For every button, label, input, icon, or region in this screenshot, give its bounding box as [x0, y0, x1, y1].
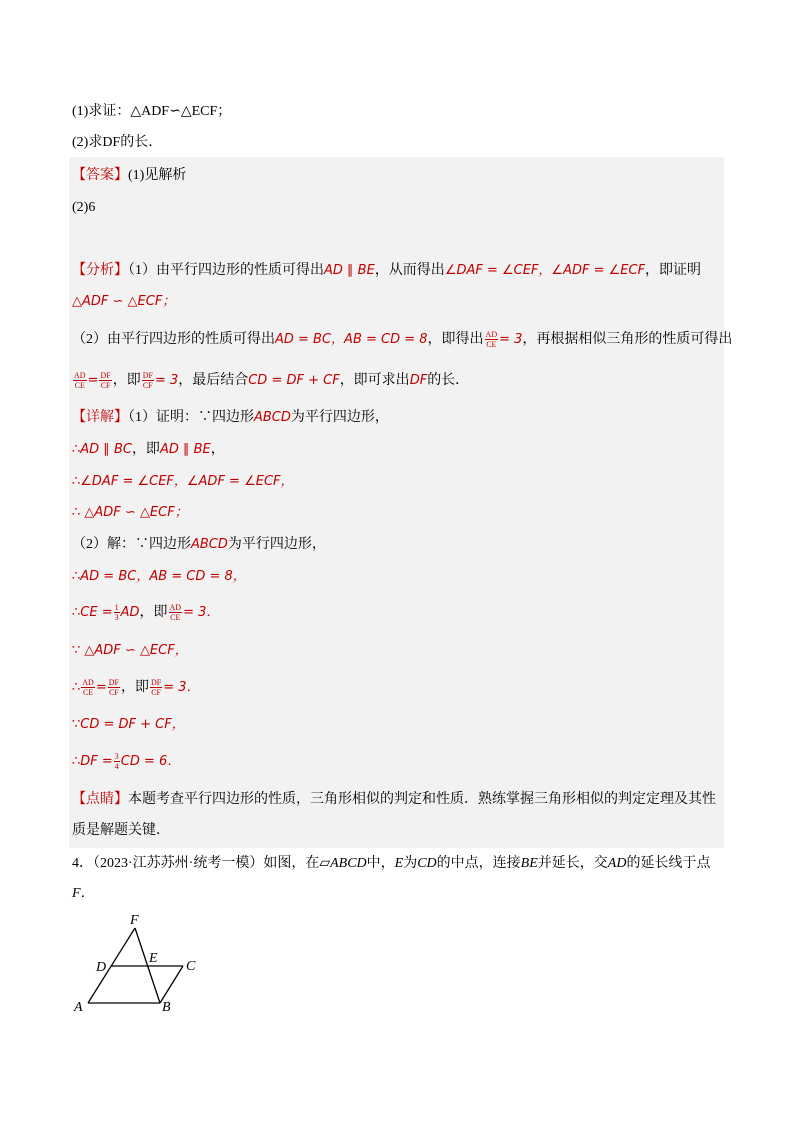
- fraction-denominator: CE: [486, 340, 497, 350]
- answer-label: 【答案】: [72, 168, 128, 183]
- fraction-numerator: DF: [100, 371, 111, 381]
- fraction: [81, 678, 95, 697]
- detail-text: ，即: [120, 680, 149, 695]
- detail-text: 为平行四边形，: [290, 410, 389, 425]
- fraction: [114, 603, 120, 622]
- analysis-text: ，即得出: [427, 332, 484, 347]
- fraction: [108, 678, 120, 697]
- math-expr: ∵ △ADF ∽ △ECF，: [72, 643, 188, 658]
- fraction-denominator: 3: [114, 613, 119, 623]
- fraction-denominator: CF: [100, 381, 111, 391]
- fraction-numerator: AD: [485, 330, 498, 340]
- label-F: F: [130, 913, 139, 928]
- label-D: D: [96, 960, 107, 975]
- problem-4-line-1: [72, 854, 710, 874]
- math-expr: ∴: [72, 680, 81, 695]
- detail-line-7: [72, 603, 219, 623]
- analysis-line-2: [72, 292, 175, 312]
- math-expr: E: [394, 856, 404, 871]
- detail-line-9: [72, 678, 200, 698]
- answer-text-1: (1)见解析: [128, 168, 187, 183]
- math-expr: AD: [607, 856, 627, 871]
- detail-line-11: [72, 752, 180, 772]
- fraction-numerator: AD: [82, 678, 94, 688]
- math-expr: AD ∥ BE: [324, 263, 375, 278]
- fraction-numerator: 3: [114, 752, 119, 762]
- analysis-line-4: [72, 371, 469, 391]
- fraction-numerator: DF: [150, 678, 162, 688]
- math-expr: BE: [520, 856, 538, 871]
- math-expr: =: [95, 680, 107, 695]
- math-expr: ∴AD = BC，AB = CD = 8，: [72, 569, 246, 584]
- math-expr: = 3．: [183, 605, 220, 620]
- math-expr: ∴DF =: [72, 754, 113, 769]
- detail-line-8: [72, 641, 188, 661]
- detail-label: 【详解】: [72, 410, 128, 425]
- detail-line-3: [72, 472, 294, 492]
- math-expr: = 3: [499, 332, 523, 347]
- analysis-text: ，从而得出: [374, 263, 445, 278]
- analysis-text: 的长．: [427, 373, 470, 388]
- fraction-denominator: 4: [114, 762, 119, 772]
- fraction-numerator: DF: [108, 678, 119, 688]
- detail-line-10: [72, 715, 185, 735]
- fraction-numerator: 1: [114, 603, 119, 613]
- detail-line-6: [72, 567, 246, 587]
- label-E: E: [149, 951, 158, 966]
- math-expr: CD: [417, 856, 437, 871]
- detail-text: ，: [210, 442, 225, 457]
- problem-text: 为: [403, 856, 418, 871]
- answer-line-1: [72, 166, 186, 186]
- detail-line-2: [72, 440, 225, 460]
- math-expr: AD ∥ BE: [159, 442, 211, 457]
- analysis-line-3: [72, 330, 732, 350]
- detail-text: ，即: [131, 442, 160, 457]
- comment-line-2: 质是解题关键．: [72, 823, 170, 838]
- analysis-text: （2）由平行四边形的性质可得出: [72, 332, 275, 347]
- fraction: [169, 603, 183, 622]
- fraction-numerator: DF: [142, 371, 153, 381]
- fraction: [150, 678, 162, 697]
- parallelogram-figure: [66, 906, 216, 1018]
- comment-line-1: [72, 790, 716, 810]
- fraction-denominator: CF: [108, 688, 119, 698]
- fraction-denominator: CE: [82, 688, 94, 698]
- math-expr: AD = BC，AB = CD = 8: [275, 332, 428, 347]
- detail-line-4: [72, 503, 188, 523]
- problem-text: 并延长，交: [537, 856, 608, 871]
- fraction-numerator: AD: [74, 371, 86, 381]
- detail-line-1: [72, 408, 389, 428]
- math-expr: ∴CE =: [72, 605, 113, 620]
- fraction-denominator: CF: [142, 381, 153, 391]
- fraction-denominator: CE: [74, 381, 85, 391]
- detail-text: ，即: [139, 605, 168, 620]
- math-expr: ∴∠DAF = ∠CEF，∠ADF = ∠ECF，: [72, 474, 294, 489]
- math-expr: △ADF ∽ △ECF；: [72, 294, 176, 309]
- analysis-text: （1）由平行四边形的性质可得出: [128, 263, 324, 278]
- question-part-2: (2)求DF的长．: [72, 135, 163, 150]
- label-B: B: [162, 1000, 171, 1015]
- detail-text: （2）解：∵四边形: [72, 537, 191, 552]
- math-expr: ∵CD = DF + CF，: [72, 717, 185, 732]
- question-part-1: (1)求证：△ADF∽△ECF；: [72, 104, 232, 119]
- math-expr: = 3．: [163, 680, 200, 695]
- fraction: [114, 752, 120, 771]
- detail-text: （1）证明：∵四边形: [128, 410, 254, 425]
- segment-BC: [160, 966, 183, 1003]
- problem-text: 的延长线于点: [626, 856, 711, 871]
- math-expr: ▱ABCD: [319, 856, 367, 871]
- analysis-text: ，即可求出: [339, 373, 410, 388]
- fraction: [485, 330, 499, 349]
- math-expr: ∴ △ADF ∽ △ECF；: [72, 505, 188, 520]
- fraction: [73, 371, 87, 390]
- math-expr: F．: [72, 886, 95, 901]
- math-expr: ∴AD ∥ BC: [72, 442, 132, 457]
- detail-text: 为平行四边形，: [227, 537, 326, 552]
- fraction-denominator: CE: [170, 613, 181, 623]
- comment-text: 本题考查平行四边形的性质，三角形相似的判定和性质．熟练掌握三角形相似的判定定理及其性: [128, 792, 716, 807]
- math-expr: ABCD: [191, 537, 228, 552]
- analysis-text: ，即: [112, 373, 141, 388]
- math-expr: ∠DAF = ∠CEF，∠ADF = ∠ECF: [444, 263, 646, 278]
- math-expr: CD = DF + CF: [248, 373, 340, 388]
- label-C: C: [186, 959, 196, 974]
- math-expr: CD = 6．: [120, 754, 181, 769]
- math-expr: AD: [120, 605, 140, 620]
- detail-line-5: [72, 535, 326, 555]
- analysis-text: ，最后结合: [178, 373, 249, 388]
- analysis-label: 【分析】: [72, 263, 128, 278]
- math-expr: = 3: [154, 373, 179, 388]
- fraction: [142, 371, 154, 390]
- label-A: A: [74, 1000, 83, 1015]
- math-expr: =: [87, 373, 99, 388]
- answer-line-2: (2)6: [72, 200, 96, 215]
- problem-text: 中，: [366, 856, 395, 871]
- problem-4-line-2: [72, 884, 95, 904]
- analysis-text: ，再根据相似三角形的性质可得出: [522, 332, 733, 347]
- analysis-line-1: [72, 261, 701, 281]
- fraction: [99, 371, 111, 390]
- problem-text: 4．（2023·江苏苏州·统考一模）如图，在: [72, 856, 320, 871]
- fraction-denominator: CF: [151, 688, 161, 698]
- analysis-text: ，即证明: [645, 263, 702, 278]
- comment-label: 【点睛】: [72, 792, 128, 807]
- math-expr: DF: [409, 373, 428, 388]
- problem-text: 的中点，连接: [436, 856, 521, 871]
- math-expr: ABCD: [254, 410, 291, 425]
- fraction-numerator: AD: [169, 603, 182, 613]
